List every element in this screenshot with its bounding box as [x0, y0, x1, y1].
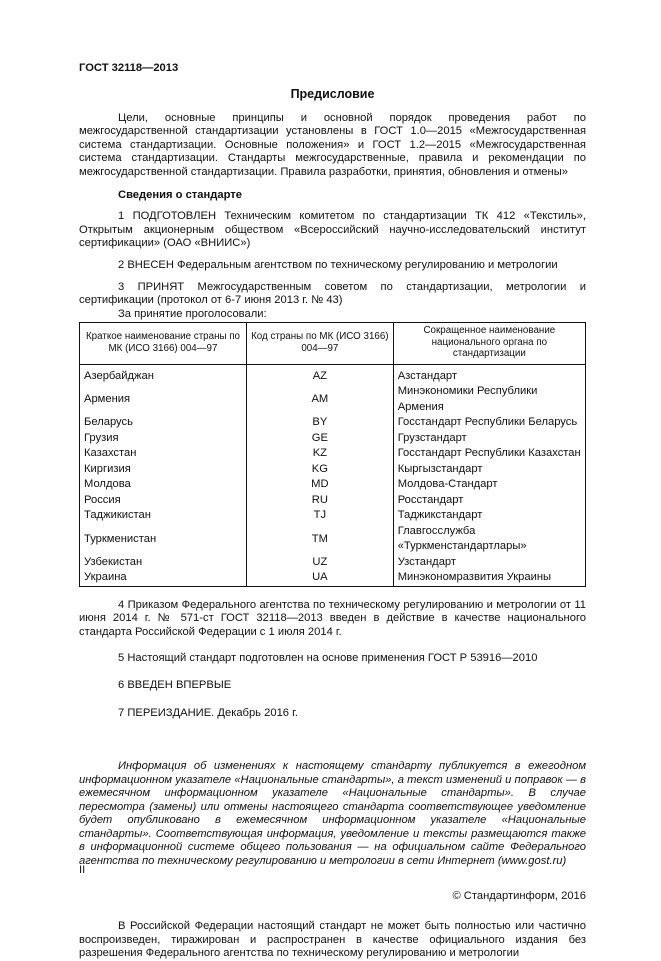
country-code: UA — [246, 570, 393, 586]
country-code: TJ — [246, 508, 393, 524]
country-code: AZ — [246, 364, 393, 384]
country-name: Азербайджан — [80, 364, 247, 384]
standards-body: Минэкономики Республики Армения — [393, 384, 585, 415]
standards-body: Минэкономразвития Украины — [393, 570, 585, 586]
country-code: RU — [246, 493, 393, 509]
country-name: Киргизия — [80, 462, 247, 478]
table-row — [80, 570, 586, 586]
col-header-code: Код страны по МК (ИСО 3166) 004—97 — [246, 323, 393, 365]
table-row — [80, 446, 586, 462]
country-name: Казахстан — [80, 446, 247, 462]
standards-body: Азстандарт — [393, 364, 585, 384]
document-code: ГОСТ 32118—2013 — [79, 62, 179, 74]
standards-body: Молдова-Стандарт — [393, 477, 585, 493]
page-body — [79, 60, 586, 961]
table-row — [80, 555, 586, 571]
section-title: Сведения о стандарте — [118, 188, 242, 201]
col-header-country: Краткое наименование страны по МК (ИСО 3166) 004—97 — [80, 323, 247, 365]
table-row — [80, 364, 586, 384]
country-name: Молдова — [80, 477, 247, 493]
country-name: Узбекистан — [80, 555, 247, 571]
country-name: Беларусь — [80, 415, 247, 431]
country-code: TM — [246, 524, 393, 555]
country-name: Россия — [80, 493, 247, 509]
country-code: UZ — [246, 555, 393, 571]
country-name: Таджикистан — [80, 508, 247, 524]
country-code: GE — [246, 431, 393, 447]
col-header-body: Сокращенное наименование национального органа по стандартизации — [393, 323, 585, 365]
item-3: 3 ПРИНЯТ Межгосударственным советом по стандартизации, метрологии и сертификации (протокол от 6-7 июня 2013 г. № 43) — [79, 280, 586, 307]
standards-body: Кыргызстандарт — [393, 462, 585, 478]
rights-notice: В Российской Федерации настоящий стандарт не может быть полностью или частично воспроизведен, тиражирован и распространен в качестве официального издания без разрешения Федерального агентства по техническому регулированию и метрологии — [79, 919, 586, 960]
standards-body: Росстандарт — [393, 493, 585, 509]
item-4: 4 Приказом Федерального агентства по техническому регулированию и метрологии от 11 июня 2014 г. № 571-ст ГОСТ 32118—2013 введен в действие в качестве национального стандарта Российской Федерации с 1 июля 2014 г. — [79, 598, 586, 638]
info-notice: Информация об изменениях к настоящему стандарту публикуется в ежегодном информационном указателе «Национальные стандарты», а текст изменений и поправок — в ежемесячном информационном указателе «Национальные стандарты». В случае пересмотра (замены) или отмены настоящего стандарта соответствующее уведомление будет опубликовано в ежемесячном информационном указателе «Национальные стандарты». Соответствующая информация, уведомление и тексты размещаются также в информационной системе общего пользования — на официальном сайте Федерального агентства по техническому регулированию и метрологии в сети Интернет (www.gost.ru) — [79, 760, 586, 867]
country-code: AM — [246, 384, 393, 415]
table-row — [80, 508, 586, 524]
item-6: 6 ВВЕДЕН ВПЕРВЫЕ — [118, 679, 232, 692]
table-row — [80, 431, 586, 447]
country-code: MD — [246, 477, 393, 493]
voting-table — [79, 322, 586, 587]
country-name: Украина — [80, 570, 247, 586]
standards-body: Таджикстандарт — [393, 508, 585, 524]
table-row — [80, 524, 586, 555]
preface-intro: Цели, основные принципы и основной порядок проведения работ по межгосударственной стандартизации установлены в ГОСТ 1.0—2015 «Межгосударственная система стандартизации. Основные положения» и ГОСТ 1.2—2015 «Межгосударственная система стандартизации. Стандарты межгосударственные, правила и рекомендации по межгосударственной стандартизации. Правила разработки, принятия, обновления и отмены» — [79, 111, 586, 178]
country-name: Армения — [80, 384, 247, 415]
standards-body: Узстандарт — [393, 555, 585, 571]
table-row — [80, 384, 586, 415]
voted-label: За принятие проголосовали: — [118, 307, 267, 320]
item-1: 1 ПОДГОТОВЛЕН Техническим комитетом по стандартизации ТК 412 «Текстиль», Открытым акционерным обществом «Всероссийский научно-исследовательский институт сертификации» (ОАО «ВНИИС») — [79, 210, 586, 250]
standards-body: Грузстандарт — [393, 431, 585, 447]
item-5: 5 Настоящий стандарт подготовлен на основе применения ГОСТ Р 53916—2010 — [118, 651, 538, 664]
page-number: II — [79, 864, 86, 876]
table-row — [80, 462, 586, 478]
table-row — [80, 477, 586, 493]
standards-body: Госстандарт Республики Беларусь — [393, 415, 585, 431]
table-row — [80, 493, 586, 509]
standards-body: Госстандарт Республики Казахстан — [393, 446, 585, 462]
country-name: Грузия — [80, 431, 247, 447]
country-code: KZ — [246, 446, 393, 462]
copyright: © Стандартинформ, 2016 — [452, 890, 586, 903]
item-2: 2 ВНЕСЕН Федеральным агентством по техническому регулированию и метрологии — [118, 258, 558, 271]
country-code: KG — [246, 462, 393, 478]
table-body — [80, 364, 586, 586]
standards-body: Главгосслужба «Туркменстандартлары» — [393, 524, 585, 555]
item-7: 7 ПЕРЕИЗДАНИЕ. Декабрь 2016 г. — [118, 706, 298, 719]
country-name: Туркменистан — [80, 524, 247, 555]
preface-title: Предисловие — [290, 87, 375, 101]
country-code: BY — [246, 415, 393, 431]
table-row — [80, 415, 586, 431]
